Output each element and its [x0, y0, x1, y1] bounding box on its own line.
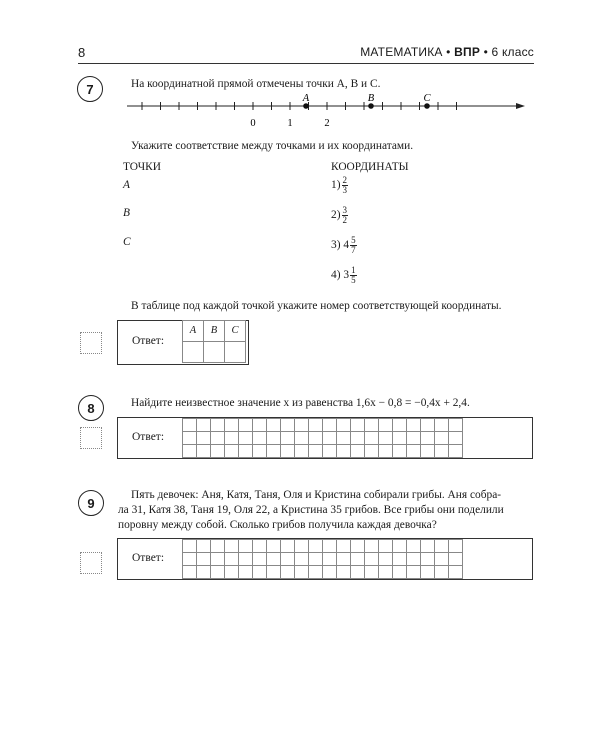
- coord-option-2: 2) $\frac{3}{2}$: [331, 205, 347, 225]
- answer-grid-cell[interactable]: [211, 432, 225, 445]
- answer-grid-cell[interactable]: [449, 553, 463, 566]
- point-c: C: [123, 236, 131, 248]
- answer-grid-cell[interactable]: [197, 419, 211, 432]
- answer-grid-cell[interactable]: [393, 566, 407, 579]
- running-header: [360, 45, 534, 59]
- question-7-number: 7: [77, 76, 103, 102]
- q7-answer-label: Ответ:: [132, 335, 165, 347]
- coord-option-3: 3) 4 $\frac{5}{7}$: [331, 235, 356, 255]
- answer-grid-cell[interactable]: [323, 432, 337, 445]
- point-b-dot: [368, 103, 374, 109]
- point-a-dot: [303, 103, 309, 109]
- number-line-arrow: [516, 103, 525, 109]
- tick-label-0: 0: [250, 118, 256, 129]
- q7-table-note: В таблице под каждой точкой укажите номер соответствующей координаты.: [131, 300, 502, 312]
- answer-grid-cell[interactable]: [197, 540, 211, 553]
- answer-grid-cell[interactable]: [449, 445, 463, 458]
- answer-grid-cell[interactable]: [239, 540, 253, 553]
- tick-label-1: 1: [287, 118, 293, 129]
- answer-grid-cell[interactable]: [449, 419, 463, 432]
- answer-grid-cell[interactable]: [197, 566, 211, 579]
- answer-grid-cell[interactable]: [407, 540, 421, 553]
- answer-grid-cell[interactable]: [281, 432, 295, 445]
- answer-grid-cell[interactable]: [183, 553, 197, 566]
- q7-score-box: [80, 332, 102, 354]
- answer-grid-cell[interactable]: [197, 553, 211, 566]
- point-a-label: A: [302, 93, 310, 104]
- coords-header: КООРДИНАТЫ: [331, 161, 409, 173]
- answer-grid-cell[interactable]: [407, 445, 421, 458]
- answer-grid-cell[interactable]: [253, 553, 267, 566]
- answer-grid-cell[interactable]: [309, 419, 323, 432]
- answer-grid-cell[interactable]: [295, 432, 309, 445]
- answer-grid-cell[interactable]: [267, 445, 281, 458]
- answer-grid-cell[interactable]: [183, 540, 197, 553]
- number-line: [125, 90, 525, 132]
- answer-grid-cell[interactable]: [211, 540, 225, 553]
- answer-grid-cell[interactable]: [309, 445, 323, 458]
- answer-grid-cell[interactable]: [365, 566, 379, 579]
- answer-grid-cell[interactable]: [379, 540, 393, 553]
- answer-grid-cell[interactable]: [225, 419, 239, 432]
- answer-grid-cell[interactable]: [337, 432, 351, 445]
- answer-grid-cell[interactable]: [225, 540, 239, 553]
- q8-text: Найдите неизвестное значение x из равенства 1,6x − 0,8 = −0,4x + 2,4.: [131, 397, 470, 409]
- q9-line-3: поровну между собой. Сколько грибов получила каждая девочка?: [118, 519, 437, 531]
- point-b-label: B: [367, 93, 375, 104]
- answer-grid-cell[interactable]: [309, 566, 323, 579]
- answer-cell-a[interactable]: [183, 342, 204, 363]
- answer-grid-cell[interactable]: [407, 553, 421, 566]
- q8-answer-grid[interactable]: [182, 418, 463, 458]
- answer-grid-cell[interactable]: [281, 445, 295, 458]
- answer-grid-cell[interactable]: [225, 432, 239, 445]
- table-header-c: C: [225, 321, 246, 342]
- answer-grid-cell[interactable]: [421, 432, 435, 445]
- answer-grid-cell[interactable]: [281, 540, 295, 553]
- answer-grid-cell[interactable]: [365, 553, 379, 566]
- page-number: 8: [78, 45, 86, 60]
- answer-grid-cell[interactable]: [267, 540, 281, 553]
- answer-grid-cell[interactable]: [421, 445, 435, 458]
- answer-grid-cell[interactable]: [267, 553, 281, 566]
- point-b: B: [123, 207, 130, 219]
- answer-grid-cell[interactable]: [393, 553, 407, 566]
- answer-grid-cell[interactable]: [421, 566, 435, 579]
- answer-grid-cell[interactable]: [295, 419, 309, 432]
- q8-answer-label: Ответ:: [132, 431, 165, 443]
- answer-grid-cell[interactable]: [449, 432, 463, 445]
- question-8-number: 8: [78, 395, 104, 421]
- answer-grid-cell[interactable]: [351, 419, 365, 432]
- answer-grid-cell[interactable]: [309, 540, 323, 553]
- answer-grid-cell[interactable]: [323, 445, 337, 458]
- q9-score-box: [80, 552, 102, 574]
- answer-grid-cell[interactable]: [351, 566, 365, 579]
- answer-grid-cell[interactable]: [337, 445, 351, 458]
- answer-grid-cell[interactable]: [253, 419, 267, 432]
- answer-grid-cell[interactable]: [337, 553, 351, 566]
- answer-grid-cell[interactable]: [225, 566, 239, 579]
- answer-grid-cell[interactable]: [421, 419, 435, 432]
- answer-grid-cell[interactable]: [239, 553, 253, 566]
- coord-option-4: 4) 3 $\frac{1}{5}$: [331, 265, 356, 285]
- q7-intro: На координатной прямой отмечены точки A, B и C.: [131, 78, 381, 90]
- answer-grid-cell[interactable]: [211, 419, 225, 432]
- answer-grid-cell[interactable]: [379, 419, 393, 432]
- answer-grid-cell[interactable]: [211, 445, 225, 458]
- grade-label: 6 класс: [491, 45, 534, 59]
- answer-grid-cell[interactable]: [449, 566, 463, 579]
- answer-grid-cell[interactable]: [295, 566, 309, 579]
- answer-grid-cell[interactable]: [323, 419, 337, 432]
- answer-grid-cell[interactable]: [421, 553, 435, 566]
- answer-grid-cell[interactable]: [365, 540, 379, 553]
- q7-answer-box: [117, 320, 249, 365]
- answer-grid-cell[interactable]: [449, 540, 463, 553]
- q8-answer-box: [117, 417, 533, 459]
- answer-grid-cell[interactable]: [407, 419, 421, 432]
- answer-grid-cell[interactable]: [365, 432, 379, 445]
- answer-grid-cell[interactable]: [281, 553, 295, 566]
- answer-grid-cell[interactable]: [351, 540, 365, 553]
- table-header-a: A: [183, 321, 204, 342]
- answer-grid-cell[interactable]: [197, 432, 211, 445]
- answer-grid-cell[interactable]: [393, 540, 407, 553]
- answer-grid-cell[interactable]: [323, 566, 337, 579]
- question-9-number: 9: [78, 490, 104, 516]
- answer-grid-cell[interactable]: [407, 566, 421, 579]
- q9-line-1: Пять девочек: Аня, Катя, Таня, Оля и Кристина собирали грибы. Аня собра-: [131, 489, 502, 501]
- point-a: A: [123, 179, 130, 191]
- answer-grid-cell[interactable]: [267, 432, 281, 445]
- q9-answer-box: [117, 538, 533, 580]
- answer-grid-cell[interactable]: [379, 553, 393, 566]
- answer-grid-cell[interactable]: [435, 553, 449, 566]
- header-separator: •: [446, 45, 451, 59]
- answer-grid-cell[interactable]: [309, 432, 323, 445]
- answer-grid-cell[interactable]: [253, 432, 267, 445]
- answer-grid-cell[interactable]: [239, 432, 253, 445]
- subject-title: МАТЕМАТИКА: [360, 45, 443, 59]
- answer-grid-cell[interactable]: [435, 566, 449, 579]
- header-separator-2: •: [483, 45, 488, 59]
- q7-answer-table: [182, 320, 246, 363]
- answer-grid-cell[interactable]: [281, 419, 295, 432]
- answer-grid-cell[interactable]: [295, 553, 309, 566]
- answer-grid-cell[interactable]: [323, 553, 337, 566]
- point-c-dot: [424, 103, 430, 109]
- table-header-b: B: [204, 321, 225, 342]
- answer-cell-b[interactable]: [204, 342, 225, 363]
- answer-grid-cell[interactable]: [239, 419, 253, 432]
- answer-grid-cell[interactable]: [393, 445, 407, 458]
- answer-grid-cell[interactable]: [267, 419, 281, 432]
- answer-grid-cell[interactable]: [393, 419, 407, 432]
- answer-grid-cell[interactable]: [225, 553, 239, 566]
- tick-label-2: 2: [324, 118, 330, 129]
- answer-grid-cell[interactable]: [407, 432, 421, 445]
- answer-grid-cell[interactable]: [183, 566, 197, 579]
- answer-grid-cell[interactable]: [309, 553, 323, 566]
- q9-answer-label: Ответ:: [132, 552, 165, 564]
- answer-grid-cell[interactable]: [323, 540, 337, 553]
- answer-grid-cell[interactable]: [211, 553, 225, 566]
- answer-grid-cell[interactable]: [379, 445, 393, 458]
- answer-grid-cell[interactable]: [197, 445, 211, 458]
- q7-instruction: Укажите соответствие между точками и их координатами.: [131, 140, 414, 152]
- answer-grid-cell[interactable]: [253, 540, 267, 553]
- answer-grid-cell[interactable]: [267, 566, 281, 579]
- answer-grid-cell[interactable]: [337, 419, 351, 432]
- answer-grid-cell[interactable]: [239, 445, 253, 458]
- answer-grid-cell[interactable]: [435, 445, 449, 458]
- answer-grid-cell[interactable]: [365, 419, 379, 432]
- answer-grid-cell[interactable]: [351, 432, 365, 445]
- answer-grid-cell[interactable]: [337, 540, 351, 553]
- answer-grid-cell[interactable]: [211, 566, 225, 579]
- answer-grid-cell[interactable]: [225, 445, 239, 458]
- test-title: ВПР: [454, 45, 481, 59]
- answer-grid-cell[interactable]: [183, 445, 197, 458]
- answer-grid-cell[interactable]: [295, 540, 309, 553]
- answer-grid-cell[interactable]: [435, 540, 449, 553]
- answer-grid-cell[interactable]: [183, 419, 197, 432]
- q8-score-box: [80, 427, 102, 449]
- answer-grid-cell[interactable]: [337, 566, 351, 579]
- q9-line-2: ла 31, Катя 38, Таня 19, Оля 22, а Кристина 35 грибов. Все грибы они поделили: [118, 504, 504, 516]
- answer-grid-cell[interactable]: [351, 445, 365, 458]
- answer-grid-cell[interactable]: [379, 566, 393, 579]
- answer-grid-cell[interactable]: [435, 432, 449, 445]
- answer-grid-cell[interactable]: [253, 445, 267, 458]
- answer-grid-cell[interactable]: [421, 540, 435, 553]
- answer-grid-cell[interactable]: [281, 566, 295, 579]
- coord-option-1: 1) $\frac{2}{3}$: [331, 175, 347, 195]
- answer-grid-cell[interactable]: [435, 419, 449, 432]
- points-header: ТОЧКИ: [123, 161, 161, 173]
- answer-grid-cell[interactable]: [239, 566, 253, 579]
- answer-grid-cell[interactable]: [295, 445, 309, 458]
- answer-grid-cell[interactable]: [351, 553, 365, 566]
- header-rule: [78, 63, 534, 64]
- point-c-label: C: [423, 93, 431, 104]
- answer-grid-cell[interactable]: [365, 445, 379, 458]
- answer-grid-cell[interactable]: [379, 432, 393, 445]
- q9-answer-grid[interactable]: [182, 539, 463, 579]
- answer-grid-cell[interactable]: [253, 566, 267, 579]
- answer-grid-cell[interactable]: [183, 432, 197, 445]
- answer-grid-cell[interactable]: [393, 432, 407, 445]
- answer-cell-c[interactable]: [225, 342, 246, 363]
